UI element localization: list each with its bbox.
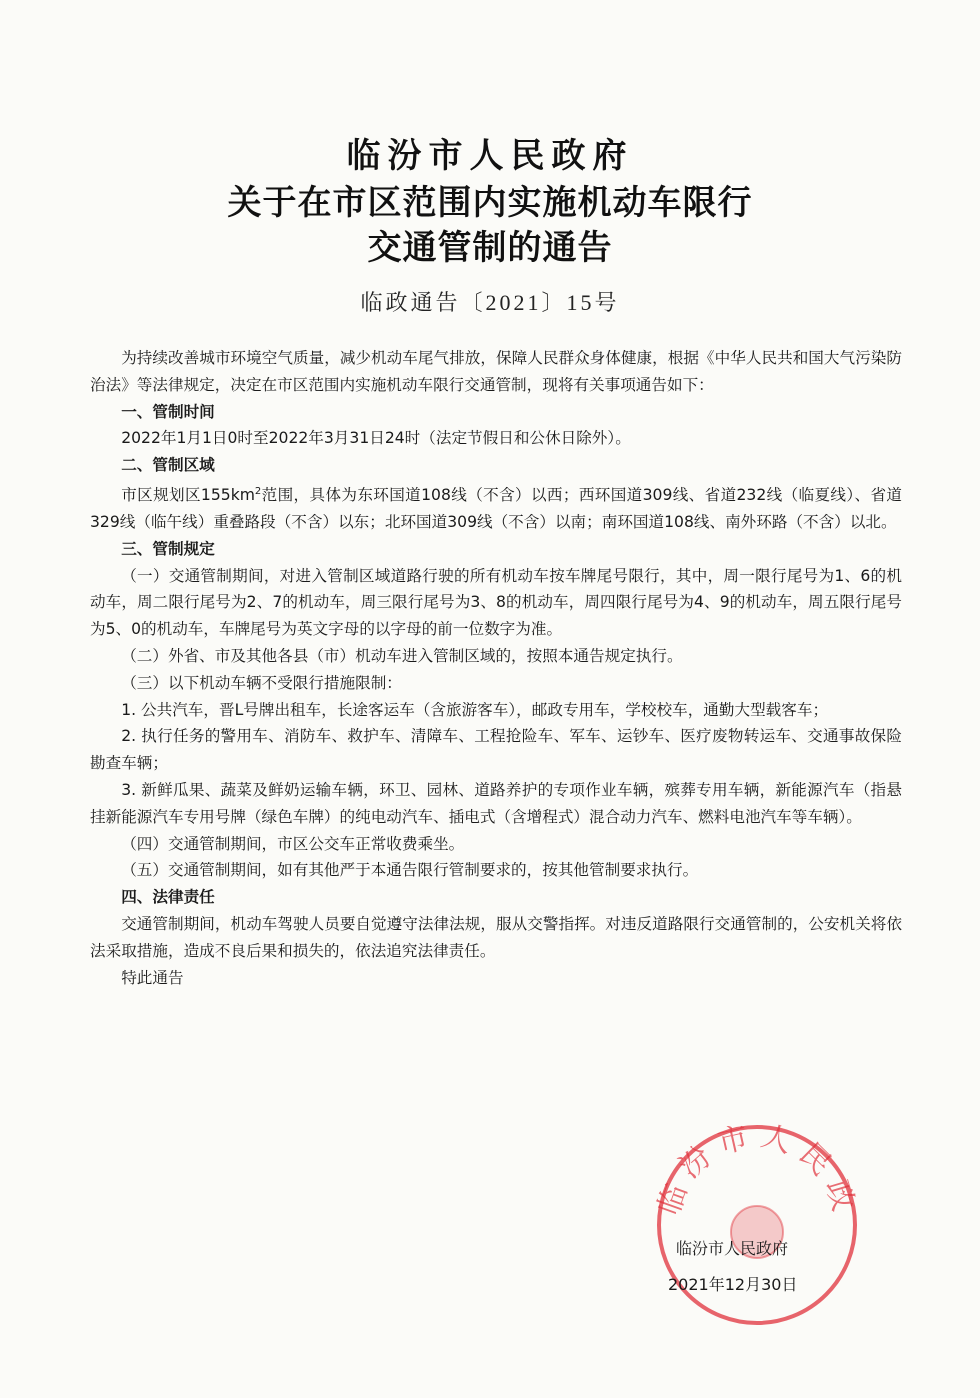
document-body bbox=[90, 345, 902, 991]
rules-item-2: 2. 执行任务的警用车、消防车、救护车、清障车、工程抢险车、军车、运钞车、医疗废物转运车、交通事故保险勘查车辆； bbox=[90, 727, 902, 773]
seal-icon bbox=[652, 1120, 862, 1330]
official-seal bbox=[652, 1120, 862, 1330]
rules-paragraph-2: （二）外省、市及其他各县（市）机动车进入管制区域的，按照本通告规定执行。 bbox=[121, 646, 683, 665]
title-line-1: 临汾市人民政府 bbox=[346, 136, 634, 176]
rules-paragraph-5: （五）交通管制期间，如有其他严于本通告限行管制要求的，按其他管制要求执行。 bbox=[121, 861, 699, 880]
document-number: 临政通告〔2021〕15号 bbox=[360, 290, 620, 315]
rules-paragraph-1: （一）交通管制期间，对进入管制区域道路行驶的所有机动车按车牌尾号限行，其中，周一限行尾号为1、6的机动车，周二限行尾号为2、7的机动车，周三限行尾号为3、8的机动车，周四限行尾号为4、9的机动车，周五限行尾号为5、0的机动车，车牌尾号为英文字母的以字母的前一位数字为准。 bbox=[90, 566, 902, 639]
closing-text: 特此通告 bbox=[121, 968, 184, 987]
section-text-area bbox=[90, 479, 902, 536]
section-heading-liability: 四、法律责任 bbox=[121, 888, 215, 907]
section-heading-rules: 三、管制规定 bbox=[121, 539, 215, 558]
section-text-liability: 交通管制期间，机动车驾驶人员要自觉遵守法律法规，服从交警指挥。对违反道路限行交通管制的，公安机关将依法采取措施，造成不良后果和损失的，依法追究法律责任。 bbox=[90, 914, 902, 960]
rules-item-1: 1. 公共汽车，晋L号牌出租车，长途客运车（含旅游客车），邮政专用车，学校校车，通勤大型载客车； bbox=[121, 700, 829, 719]
rules-paragraph-3: （三）以下机动车辆不受限行措施限制： bbox=[121, 673, 402, 692]
title-line-3: 交通管制的通告 bbox=[367, 228, 613, 268]
signature-date: 2021年12月30日 bbox=[668, 1275, 798, 1294]
rules-item-3: 3. 新鲜瓜果、蔬菜及鲜奶运输车辆，环卫、园林、道路养护的专项作业车辆，殡葬专用车辆，新能源汽车（指悬挂新能源汽车专用号牌（绿色车牌）的纯电动汽车、插电式（含增程式）混合动力汽车、燃料电池汽车等车辆）。 bbox=[90, 780, 902, 826]
section-heading-area: 二、管制区域 bbox=[121, 456, 215, 475]
title-line-2: 关于在市区范围内实施机动车限行 bbox=[227, 183, 753, 223]
section-text-time: 2022年1月1日0时至2022年3月31日24时（法定节假日和公休日除外）。 bbox=[121, 429, 631, 448]
signature-org: 临汾市人民政府 bbox=[676, 1239, 789, 1258]
section-heading-time: 一、管制时间 bbox=[121, 402, 215, 421]
area-text-before: 市区规划区155km bbox=[121, 486, 255, 505]
seal-arc-text: 临汾市人民政 bbox=[652, 1120, 862, 1224]
area-superscript: 2 bbox=[254, 485, 262, 497]
rules-paragraph-4: （四）交通管制期间，市区公交车正常收费乘坐。 bbox=[121, 834, 465, 853]
area-text-after: 范围，具体为东环国道108线（不含）以西；西环国道309线、省道232线（临夏线）、省道329线（临午线）重叠路段（不含）以东；北环国道309线（不含）以南；南环国道108线、南外环路（不含）以北。 bbox=[90, 486, 903, 531]
intro-paragraph: 为持续改善城市环境空气质量，减少机动车尾气排放，保障人民群众身体健康，根据《中华人民共和国大气污染防治法》等法律规定，决定在市区范围内实施机动车限行交通管制，现将有关事项通告如下： bbox=[90, 349, 902, 394]
